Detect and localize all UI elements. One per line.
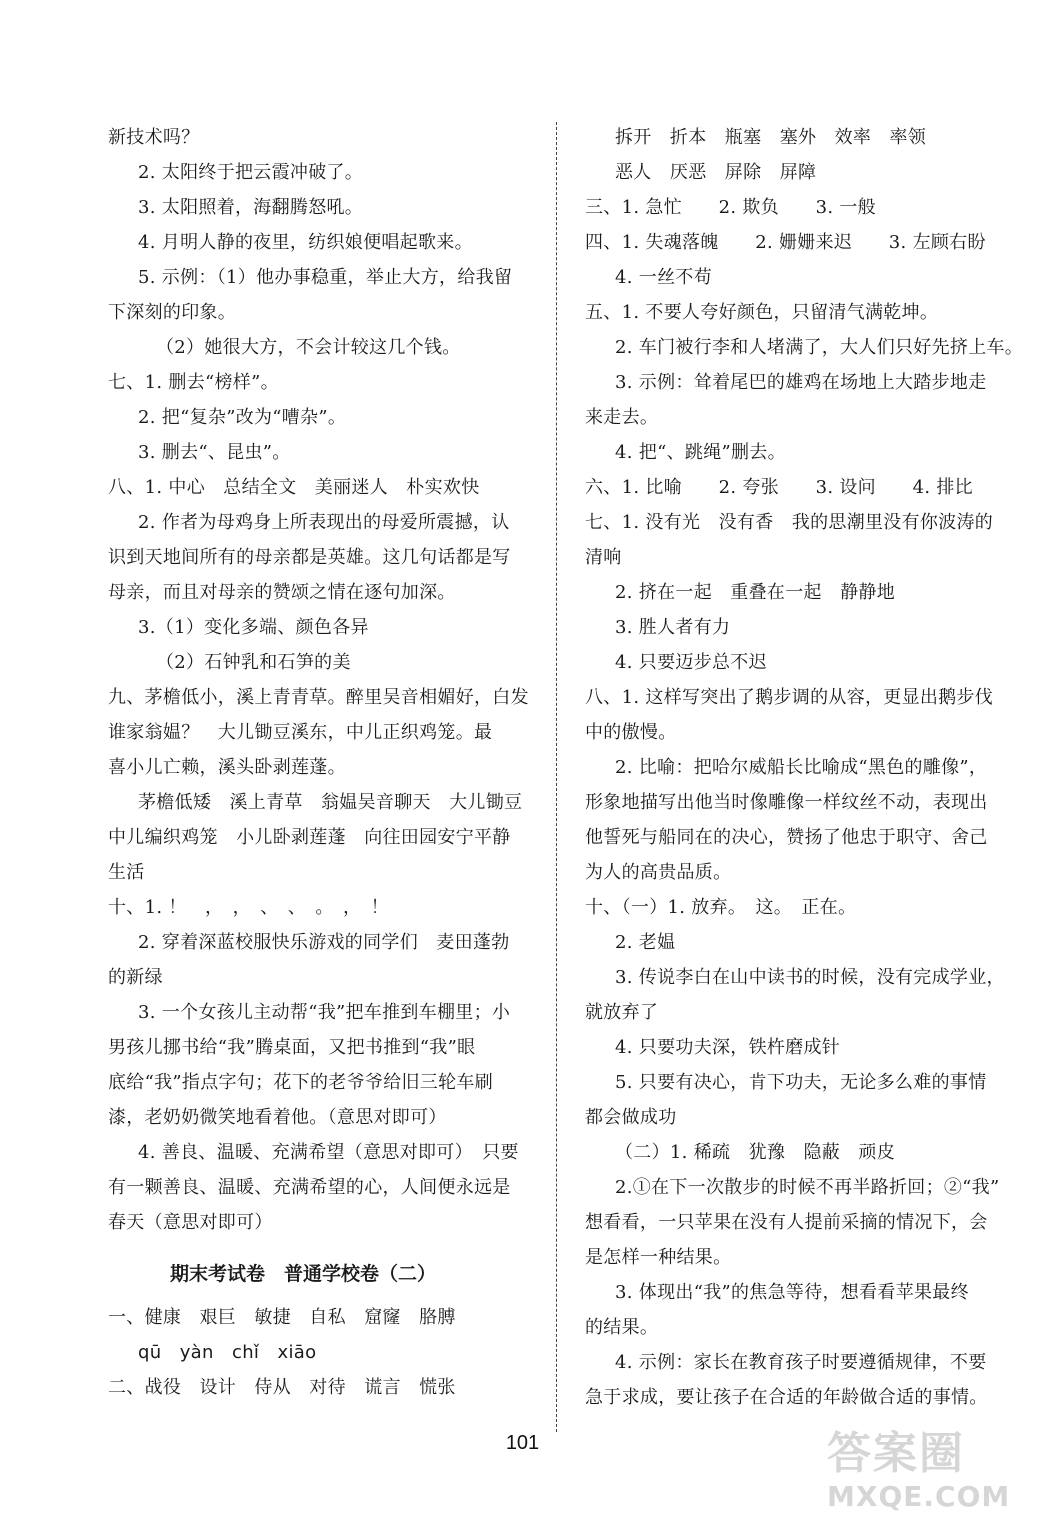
answer-line: 四、1. 失魂落魄 2. 姗姗来迟 3. 左顾右盼 <box>585 232 986 253</box>
answer-line: 2. 太阳终于把云霞冲破了。 <box>138 162 364 183</box>
answer-line: 一、健康 艰巨 敏捷 自私 窟窿 胳膊 <box>108 1307 456 1328</box>
answer-line: 3. 示例：耸着尾巴的雄鸡在场地上大踏步地走 <box>615 372 987 393</box>
answer-line: 的结果。 <box>585 1317 659 1338</box>
answer-line: 十、（一）1. 放弃。 这。 正在。 <box>585 897 857 918</box>
answer-line: 八、1. 中心 总结全文 美丽迷人 朴实欢快 <box>108 477 480 498</box>
answer-line: 五、1. 不要人夸好颜色，只留清气满乾坤。 <box>585 302 939 323</box>
answer-line: 2.①在下一次散步的时候不再半路折回；②“我” <box>615 1177 1000 1198</box>
answer-line: 都会做成功 <box>585 1107 677 1128</box>
column-divider <box>556 122 557 1432</box>
answer-line: 2. 比喻：把哈尔威船长比喻成“黑色的雕像”， <box>615 757 988 778</box>
answer-line: 想看看，一只苹果在没有人提前采摘的情况下，会 <box>585 1212 988 1233</box>
answer-line: 十、1. ！ ， ， 、 、 。 ， ！ <box>108 897 389 918</box>
answer-line: 的新绿 <box>108 967 163 988</box>
answer-line: 七、1. 删去“榜样”。 <box>108 372 279 393</box>
answer-line: 4. 一丝不苟 <box>615 267 712 288</box>
watermark-url: MXQE.COM <box>827 1480 1011 1513</box>
answer-line: 5. 示例：（1）他办事稳重，举止大方，给我留 <box>138 267 513 288</box>
answer-line: 男孩儿挪书给“我”腾桌面，又把书推到“我”眼 <box>108 1037 476 1058</box>
answer-line: 3. 传说李白在山中读书的时候，没有完成学业， <box>615 967 1005 988</box>
answer-line: 生活 <box>108 862 145 883</box>
answer-line: 4. 只要功夫深，铁杵磨成针 <box>615 1037 841 1058</box>
answer-line: 底给“我”指点字句；花下的老爷爷给旧三轮车刷 <box>108 1072 494 1093</box>
answer-line: 喜小儿亡赖，溪头卧剥莲蓬。 <box>108 757 346 778</box>
answer-line: 下深刻的印象。 <box>108 302 237 323</box>
section-title: 期末考试卷 普通学校卷（二） <box>169 1263 436 1285</box>
pinyin-line: qū yàn chǐ xiāo <box>138 1342 317 1363</box>
answer-line: 为人的高贵品质。 <box>585 862 732 883</box>
answer-line: 新技术吗？ <box>108 127 200 148</box>
answer-line: 二、战役 设计 侍从 对待 谎言 慌张 <box>108 1377 456 1398</box>
answer-line: （2）她很大方，不会计较这几个钱。 <box>156 337 461 358</box>
left-column <box>108 120 529 1405</box>
answer-line: 3. 太阳照着，海翻腾怒吼。 <box>138 197 364 218</box>
answer-line: 2. 老媪 <box>615 932 676 953</box>
answer-line: 2. 车门被行李和人堵满了，大人们只好先挤上车。 <box>615 337 1024 358</box>
answer-line: 春天（意思对即可） <box>108 1212 273 1233</box>
right-column <box>585 120 1025 1415</box>
answer-line: 是怎样一种结果。 <box>585 1247 732 1268</box>
answer-line: 3. 胜人者有力 <box>615 617 731 638</box>
answer-line: 3. 体现出“我”的焦急等待，想看看苹果最终 <box>615 1282 969 1303</box>
answer-line: 4. 示例：家长在教育孩子时要遵循规律，不要 <box>615 1352 987 1373</box>
answer-line: 识到天地间所有的母亲都是英雄。这几句话都是写 <box>108 547 511 568</box>
answer-line: 2. 作者为母鸡身上所表现出的母爱所震撼，认 <box>138 512 510 533</box>
page-number: 101 <box>505 1432 540 1454</box>
answer-line: 4. 善良、温暖、充满希望（意思对即可） 只要 <box>138 1142 519 1163</box>
answer-line: 他誓死与船同在的决心，赞扬了他忠于职守、舍己 <box>585 827 988 848</box>
answer-line: 中儿编织鸡笼 小儿卧剥莲蓬 向往田园安宁平静 <box>108 827 511 848</box>
answer-line: 茅檐低矮 溪上青草 翁媪吴音聊天 大儿锄豆 <box>138 792 523 813</box>
answer-line: 有一颗善良、温暖、充满希望的心，人间便永远是 <box>108 1177 511 1198</box>
answer-line: 谁家翁媪？ 大儿锄豆溪东，中儿正织鸡笼。最 <box>108 722 493 743</box>
answer-line: 5. 只要有决心，肯下功夫，无论多么难的事情 <box>615 1072 987 1093</box>
answer-line: 急于求成，要让孩子在合适的年龄做合适的事情。 <box>585 1387 988 1408</box>
answer-line: 2. 把“复杂”改为“嘈杂”。 <box>138 407 347 428</box>
answer-line: 4. 月明人静的夜里，纺织娘便唱起歌来。 <box>138 232 473 253</box>
answer-line: 来走去。 <box>585 407 659 428</box>
answer-line: 4. 把“、跳绳”删去。 <box>615 442 786 463</box>
answer-line: 七、1. 没有光 没有香 我的思潮里没有你波涛的 <box>585 512 994 533</box>
answer-line: 4. 只要迈步总不迟 <box>615 652 767 673</box>
answer-line: 中的傲慢。 <box>585 722 677 743</box>
answer-line: 九、茅檐低小，溪上青青草。醉里吴音相媚好，白发 <box>108 687 529 708</box>
watermark-text: 答案圈 <box>827 1428 965 1479</box>
answer-line: 2. 穿着深蓝校服快乐游戏的同学们 麦田蓬勃 <box>138 932 510 953</box>
answer-line: 三、1. 急忙 2. 欺负 3. 一般 <box>585 197 876 218</box>
watermark-logo <box>827 1428 1027 1528</box>
answer-line: 2. 挤在一起 重叠在一起 静静地 <box>615 582 895 603</box>
answer-line: 母亲，而且对母亲的赞颂之情在逐句加深。 <box>108 582 456 603</box>
answer-line: （二）1. 稀疏 犹豫 隐蔽 顽皮 <box>615 1142 895 1163</box>
answer-line: 拆开 折本 瓶塞 塞外 效率 率领 <box>615 127 927 148</box>
answer-line: 3. 删去“、昆虫”。 <box>138 442 291 463</box>
answer-line: 3.（1）变化多端、颜色各异 <box>138 617 369 638</box>
answer-line: （2）石钟乳和石笋的美 <box>156 652 351 673</box>
answer-line: 恶人 厌恶 屏除 屏障 <box>615 162 817 183</box>
answer-line: 清响 <box>585 547 622 568</box>
answer-line: 八、1. 这样写突出了鹅步调的从容，更显出鹅步伐 <box>585 687 994 708</box>
answer-line: 漆，老奶奶微笑地看着他。（意思对即可） <box>108 1107 447 1128</box>
answer-line: 形象地描写出他当时像雕像一样纹丝不动，表现出 <box>585 792 988 813</box>
answer-line: 3. 一个女孩儿主动帮“我”把车推到车棚里；小 <box>138 1002 511 1023</box>
answer-line: 就放弃了 <box>585 1002 659 1023</box>
answer-line: 六、1. 比喻 2. 夸张 3. 设问 4. 排比 <box>585 477 973 498</box>
